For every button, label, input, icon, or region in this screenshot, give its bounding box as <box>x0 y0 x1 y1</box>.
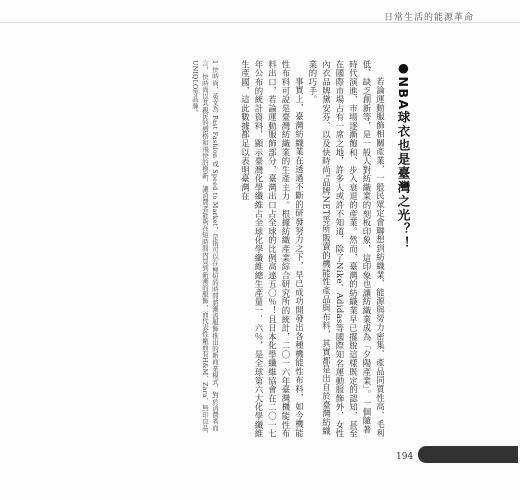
page-edge-tab <box>418 446 518 463</box>
footnote-1: 1 快時尚，英文為 Fast Fashion 或 Speed to Market，是指可以在極短的時間將潮流服飾推出的新商業模式，對於消費者而言，快時尚以其親民的價格和飛快的換新，讓消費者能夠在短時間內買到新潮的服飾，而代表性廠商有H&M、Zara、無印良品、UNIQLO等品牌。 <box>191 60 219 438</box>
section-title: ●NBA球衣也是臺灣之光？！ <box>396 60 411 251</box>
body-paragraph-1: 若論運動服飾相關產業，一般民眾定會聯想到紡織業，能源與勞力密集、產品同質性高、毛利低、缺乏創新等，是一般人對紡織業的刻板印象，這印象也讓紡織業成為「夕陽產業」。一個隨著時代演進、市場逐漸飽和、步入衰退的產業。然而，臺灣的紡織業早已擺脫這樣既定的認知，甚至在國際市場占有一席之地，許多人或許不知道，除了Nike、Adidas等國際知名運動服飾外，女性內衣品牌黛安芬、以及快時尚¹品牌NET等所販賣的機能性產品與布料，其實都是出自於臺灣紡織業的巧手。 <box>308 60 386 439</box>
header-rule <box>0 22 520 23</box>
running-head: 日常生活的能源革命 <box>383 13 474 23</box>
footnotes <box>190 60 220 440</box>
page-number: 194 <box>396 452 414 462</box>
page-body <box>100 60 410 440</box>
body-paragraph-2: 事實上，臺灣紡織業在透過不斷的研發努力之下，早已成功開發出各種機能性布料，如今機能性布料可說是臺灣紡織業的生產主力。根據紡織產業綜合研究所的統計，二〇一六年臺灣機能性布料出口，若論運動服飾部分，臺灣出口占全球的比例高達五〇％！且日本化學纖維協會在二〇一七年公布的統計資料，顯示臺灣化學纖維占全球化學纖維總生產量一．六％，是全球第六大化學纖維生產國，這此數據都足以表明臺灣在 <box>240 60 305 438</box>
